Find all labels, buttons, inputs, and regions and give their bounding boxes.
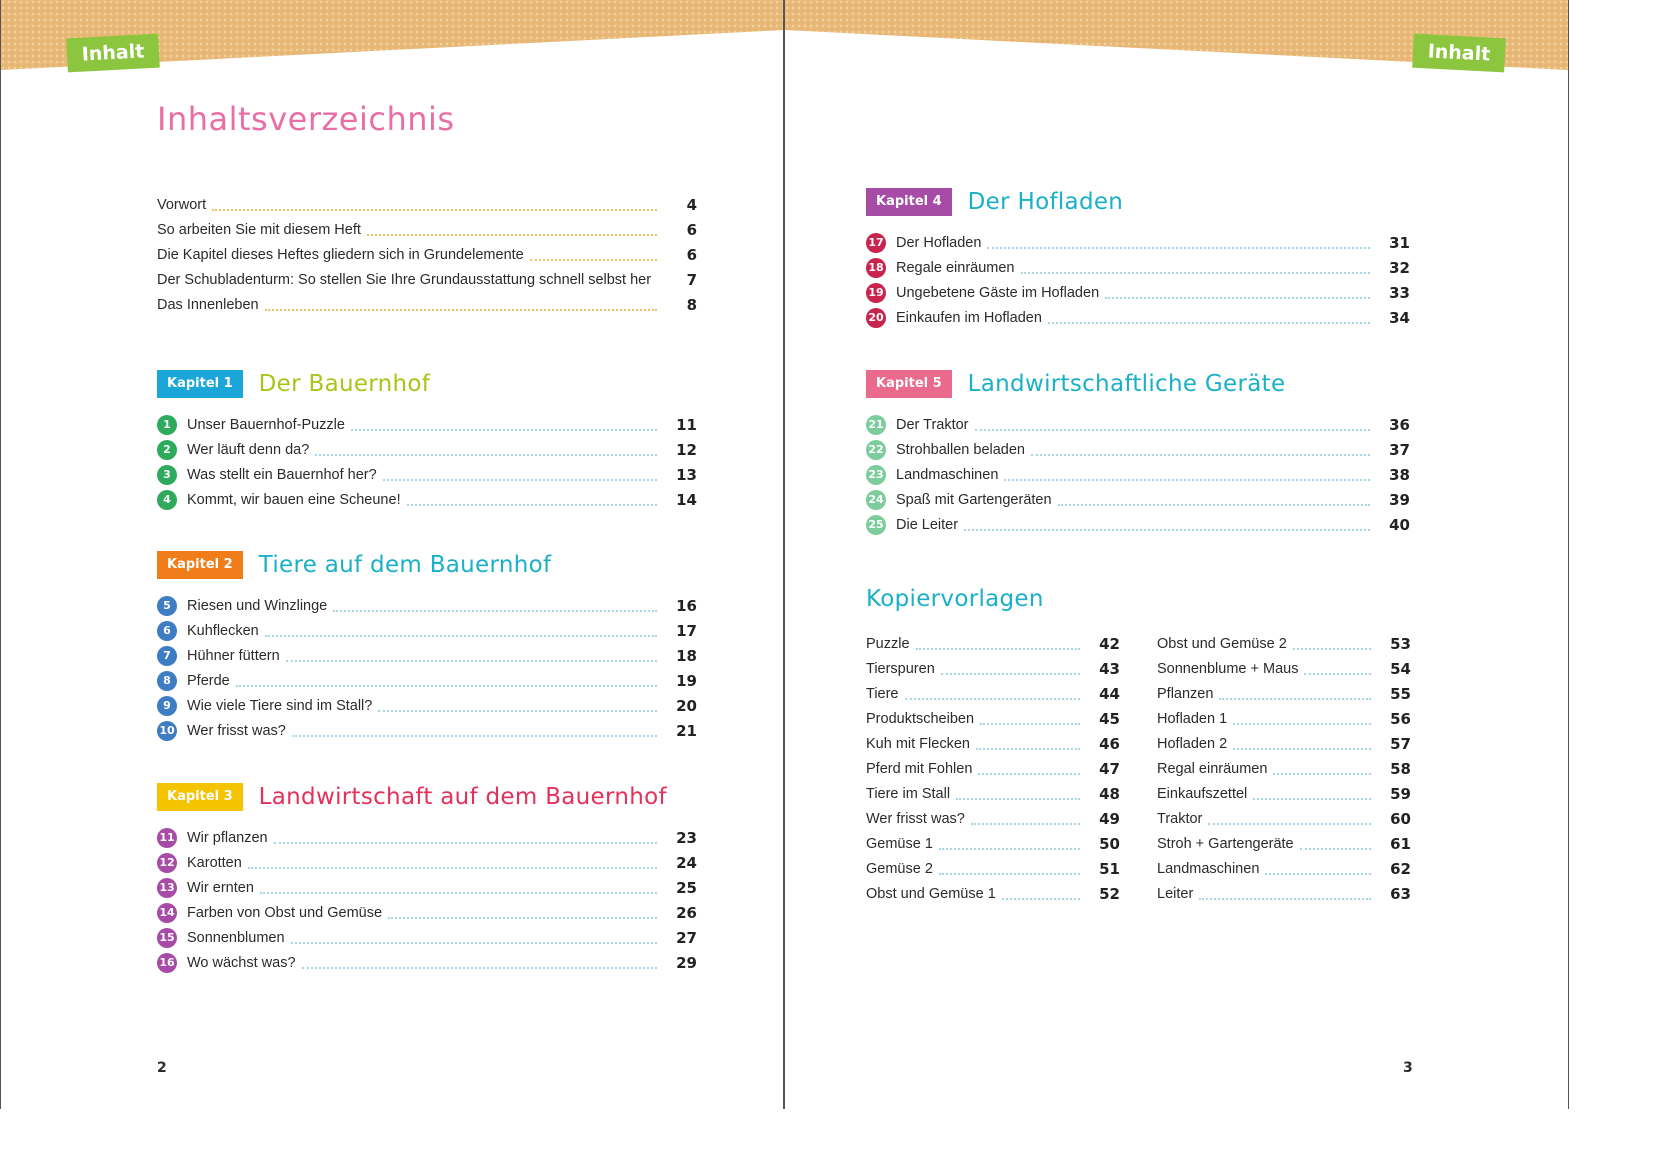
toc-entry[interactable] <box>1157 856 1411 881</box>
toc-entry[interactable] <box>157 242 697 267</box>
entry-page-number: 45 <box>1099 709 1120 728</box>
toc-entry[interactable] <box>157 900 697 925</box>
toc-entry[interactable] <box>157 292 697 317</box>
chapter-badge: Kapitel 4 <box>866 188 952 216</box>
chapter-heading <box>157 551 551 579</box>
entry-page-number: 19 <box>676 671 697 690</box>
dot-leader <box>212 209 657 211</box>
toc-entry[interactable] <box>1157 656 1411 681</box>
entry-page-number: 38 <box>1389 465 1410 484</box>
toc-entry[interactable] <box>866 706 1120 731</box>
entry-label: Wer frisst was? <box>866 810 965 827</box>
toc-entry[interactable] <box>157 412 697 437</box>
toc-entry[interactable] <box>866 831 1120 856</box>
dot-leader <box>1253 798 1371 800</box>
toc-entry[interactable] <box>866 756 1120 781</box>
entry-label: Stroh + Gartengeräte <box>1157 835 1294 852</box>
entry-page-number: 18 <box>676 646 697 665</box>
entry-label: Ungebetene Gäste im Hofladen <box>896 284 1100 301</box>
entry-page-number: 6 <box>686 220 697 239</box>
toc-entry[interactable] <box>157 718 697 743</box>
entry-number-badge: 21 <box>866 415 886 435</box>
entry-label: Wer läuft denn da? <box>187 441 310 458</box>
entry-number-badge: 13 <box>157 878 177 898</box>
toc-entry[interactable] <box>866 856 1120 881</box>
dot-leader <box>1233 723 1371 725</box>
toc-entry[interactable] <box>866 731 1120 756</box>
dot-leader <box>916 648 1080 650</box>
dot-leader <box>939 873 1080 875</box>
entry-page-number: 20 <box>676 696 697 715</box>
entry-label: Einkaufszettel <box>1157 785 1248 802</box>
entry-number-badge: 24 <box>866 490 886 510</box>
dot-leader <box>1105 297 1370 299</box>
entry-page-number: 49 <box>1099 809 1120 828</box>
entry-page-number: 31 <box>1389 233 1410 252</box>
toc-entry[interactable] <box>1157 731 1411 756</box>
entry-page-number: 47 <box>1099 759 1120 778</box>
dot-leader <box>388 917 657 919</box>
dot-leader <box>1265 873 1371 875</box>
toc-entry[interactable] <box>1157 781 1411 806</box>
entry-label: Die Kapitel dieses Heftes gliedern sich in Grundelemente <box>157 246 524 263</box>
entry-number-badge: 14 <box>157 903 177 923</box>
toc-entry[interactable] <box>866 412 1410 437</box>
entry-label: Der Hofladen <box>896 234 982 251</box>
chapter-heading <box>866 370 1285 398</box>
entry-label: Pferde <box>187 672 230 689</box>
chapter-title: Tiere auf dem Bauernhof <box>258 552 552 578</box>
entry-label: Wir ernten <box>187 879 254 896</box>
entry-number-badge: 23 <box>866 465 886 485</box>
entry-label: Kuh mit Flecken <box>866 735 970 752</box>
entry-label: Pferd mit Fohlen <box>866 760 973 777</box>
entry-label: Was stellt ein Bauernhof her? <box>187 466 377 483</box>
dot-leader <box>987 247 1370 249</box>
entry-label: Tiere <box>866 685 899 702</box>
entry-page-number: 48 <box>1099 784 1120 803</box>
entry-page-number: 57 <box>1390 734 1411 753</box>
entry-page-number: 58 <box>1390 759 1411 778</box>
toc-entry[interactable] <box>1157 756 1411 781</box>
dot-leader <box>1293 648 1371 650</box>
entry-label: Farben von Obst und Gemüse <box>187 904 383 921</box>
entry-label: Wir pflanzen <box>187 829 268 846</box>
entry-page-number: 27 <box>676 928 697 947</box>
page-number: 3 <box>1403 1060 1413 1076</box>
entry-page-number: 16 <box>676 596 697 615</box>
dot-leader <box>1233 748 1371 750</box>
chapter-title: Der Hofladen <box>967 189 1124 215</box>
kopiervorlagen-title: Kopiervorlagen <box>866 586 1044 612</box>
dot-leader <box>315 454 657 456</box>
entry-number-badge: 4 <box>157 490 177 510</box>
toc-entry[interactable] <box>157 850 697 875</box>
toc-entry[interactable] <box>157 693 697 718</box>
dot-leader <box>1002 898 1080 900</box>
entry-page-number: 24 <box>676 853 697 872</box>
entry-page-number: 32 <box>1389 258 1410 277</box>
entry-label: Der Traktor <box>896 416 969 433</box>
entry-label: Wer frisst was? <box>187 722 286 739</box>
dot-leader <box>1300 848 1371 850</box>
chapter-badge: Kapitel 1 <box>157 370 243 398</box>
entry-page-number: 21 <box>676 721 697 740</box>
toc-entry[interactable] <box>157 925 697 950</box>
dot-leader <box>1273 773 1371 775</box>
entry-number-badge: 19 <box>866 283 886 303</box>
dot-leader <box>378 710 657 712</box>
toc-entry[interactable] <box>866 305 1410 330</box>
entry-number-badge: 8 <box>157 671 177 691</box>
entry-page-number: 60 <box>1390 809 1411 828</box>
dot-leader <box>1048 322 1370 324</box>
entry-label: Sonnenblumen <box>187 929 285 946</box>
entry-label: So arbeiten Sie mit diesem Heft <box>157 221 361 238</box>
toc-entry[interactable] <box>157 643 697 668</box>
entry-label: Vorwort <box>157 196 207 213</box>
toc-entry[interactable] <box>866 631 1120 656</box>
dot-leader <box>964 529 1370 531</box>
entry-page-number: 51 <box>1099 859 1120 878</box>
toc-entry[interactable] <box>866 681 1120 706</box>
toc-entry[interactable] <box>157 462 697 487</box>
entry-number-badge: 3 <box>157 465 177 485</box>
entry-number-badge: 18 <box>866 258 886 278</box>
entry-label: Kuhflecken <box>187 622 259 639</box>
entry-number-badge: 25 <box>866 515 886 535</box>
entry-page-number: 6 <box>686 245 697 264</box>
entry-page-number: 4 <box>686 195 697 214</box>
entry-page-number: 11 <box>676 415 697 434</box>
dot-leader <box>333 610 657 612</box>
entry-label: Regale einräumen <box>896 259 1015 276</box>
chapter-title: Landwirtschaftliche Geräte <box>967 371 1286 397</box>
entry-number-badge: 22 <box>866 440 886 460</box>
entry-page-number: 55 <box>1390 684 1411 703</box>
toc-entry[interactable] <box>866 487 1410 512</box>
dot-leader <box>291 942 657 944</box>
entry-label: Puzzle <box>866 635 910 652</box>
entry-page-number: 40 <box>1389 515 1410 534</box>
entry-number-badge: 11 <box>157 828 177 848</box>
entry-page-number: 54 <box>1390 659 1411 678</box>
dot-leader <box>265 309 657 311</box>
chapter-title: Landwirtschaft auf dem Bauernhof <box>258 784 667 810</box>
chapter-badge: Kapitel 3 <box>157 783 243 811</box>
dot-leader <box>1208 823 1371 825</box>
entry-number-badge: 7 <box>157 646 177 666</box>
entry-label: Obst und Gemüse 1 <box>866 885 996 902</box>
entry-label: Hofladen 1 <box>1157 710 1228 727</box>
entry-page-number: 37 <box>1389 440 1410 459</box>
entry-number-badge: 9 <box>157 696 177 716</box>
dot-leader <box>383 479 657 481</box>
dot-leader <box>905 698 1081 700</box>
entry-page-number: 44 <box>1099 684 1120 703</box>
entry-page-number: 61 <box>1390 834 1411 853</box>
dot-leader <box>265 635 657 637</box>
entry-label: Pflanzen <box>1157 685 1214 702</box>
entry-label: Wie viele Tiere sind im Stall? <box>187 697 373 714</box>
dot-leader <box>302 967 657 969</box>
entry-label: Obst und Gemüse 2 <box>1157 635 1287 652</box>
entry-number-badge: 16 <box>157 953 177 973</box>
entry-number-badge: 15 <box>157 928 177 948</box>
entry-label: Riesen und Winzlinge <box>187 597 328 614</box>
section-tab: Inhalt <box>1412 34 1506 73</box>
entry-number-badge: 12 <box>157 853 177 873</box>
entry-label: Tierspuren <box>866 660 935 677</box>
entry-page-number: 56 <box>1390 709 1411 728</box>
entry-page-number: 62 <box>1390 859 1411 878</box>
dot-leader <box>939 848 1080 850</box>
entry-label: Hofladen 2 <box>1157 735 1228 752</box>
entry-page-number: 43 <box>1099 659 1120 678</box>
toc-entry[interactable] <box>157 668 697 693</box>
entry-label: Sonnenblume + Maus <box>1157 660 1299 677</box>
right-page <box>785 0 1569 1109</box>
dot-leader <box>367 234 657 236</box>
dot-leader <box>980 723 1080 725</box>
toc-entry[interactable] <box>157 950 697 975</box>
toc-entry[interactable] <box>866 781 1120 806</box>
entry-label: Die Leiter <box>896 516 959 533</box>
entry-number-badge: 1 <box>157 415 177 435</box>
toc-entry[interactable] <box>1157 706 1411 731</box>
dot-leader <box>530 259 657 261</box>
entry-page-number: 34 <box>1389 308 1410 327</box>
toc-entry[interactable] <box>157 267 697 292</box>
entry-page-number: 7 <box>686 270 698 289</box>
toc-entry[interactable] <box>157 192 697 217</box>
toc-entry[interactable] <box>866 656 1120 681</box>
toc-entry[interactable] <box>866 230 1410 255</box>
toc-entry[interactable] <box>1157 681 1411 706</box>
toc-entry[interactable] <box>866 280 1410 305</box>
chapter-heading <box>157 370 430 398</box>
entry-label: Spaß mit Gartengeräten <box>896 491 1052 508</box>
toc-entry[interactable] <box>157 618 697 643</box>
entry-number-badge: 2 <box>157 440 177 460</box>
entry-page-number: 36 <box>1389 415 1410 434</box>
dot-leader <box>976 748 1080 750</box>
entry-label: Kommt, wir bauen eine Scheune! <box>187 491 401 508</box>
chapter-badge: Kapitel 2 <box>157 551 243 579</box>
toc-entry[interactable] <box>866 462 1410 487</box>
toc-entry[interactable] <box>157 217 697 242</box>
entry-page-number: 42 <box>1099 634 1120 653</box>
entry-page-number: 46 <box>1099 734 1120 753</box>
entry-label: Strohballen beladen <box>896 441 1025 458</box>
entry-number-badge: 17 <box>866 233 886 253</box>
entry-page-number: 39 <box>1389 490 1410 509</box>
page-number: 2 <box>157 1060 167 1076</box>
dot-leader <box>248 867 657 869</box>
entry-page-number: 33 <box>1389 283 1410 302</box>
toc-entry[interactable] <box>157 875 697 900</box>
dot-leader <box>292 735 657 737</box>
page-title: Inhaltsverzeichnis <box>157 100 455 138</box>
entry-page-number: 25 <box>676 878 697 897</box>
chapter-heading <box>866 188 1123 216</box>
entry-page-number: 14 <box>676 490 697 509</box>
dot-leader <box>1004 479 1370 481</box>
toc-entry[interactable] <box>157 825 697 850</box>
entry-number-badge: 10 <box>157 721 177 741</box>
toc-entry[interactable] <box>866 881 1120 906</box>
toc-entry[interactable] <box>1157 806 1411 831</box>
entry-label: Der Schubladenturm: So stellen Sie Ihre Grundausstattung schnell selbst her <box>157 271 652 288</box>
entry-label: Traktor <box>1157 810 1203 827</box>
entry-page-number: 63 <box>1390 884 1411 903</box>
entry-label: Landmaschinen <box>896 466 999 483</box>
entry-page-number: 12 <box>676 440 697 459</box>
entry-label: Das Innenleben <box>157 296 259 313</box>
toc-entry[interactable] <box>1157 881 1411 906</box>
dot-leader <box>1021 272 1371 274</box>
entry-label: Unser Bauernhof-Puzzle <box>187 416 345 433</box>
dot-leader <box>236 685 657 687</box>
dot-leader <box>286 660 657 662</box>
toc-entry[interactable] <box>1157 631 1411 656</box>
toc-entry[interactable] <box>866 437 1410 462</box>
dot-leader <box>941 673 1080 675</box>
dot-leader <box>1058 504 1370 506</box>
entry-page-number: 23 <box>676 828 697 847</box>
entry-page-number: 50 <box>1099 834 1120 853</box>
dot-leader <box>975 429 1370 431</box>
entry-label: Gemüse 2 <box>866 860 933 877</box>
entry-page-number: 53 <box>1390 634 1411 653</box>
entry-label: Leiter <box>1157 885 1194 902</box>
entry-label: Landmaschinen <box>1157 860 1260 877</box>
entry-label: Tiere im Stall <box>866 785 951 802</box>
entry-label: Hühner füttern <box>187 647 280 664</box>
toc-entry[interactable] <box>157 593 697 618</box>
entry-page-number: 8 <box>686 295 697 314</box>
left-page <box>0 0 784 1109</box>
dot-leader <box>1219 698 1371 700</box>
dot-leader <box>260 892 657 894</box>
toc-entry[interactable] <box>1157 831 1411 856</box>
chapter-title: Der Bauernhof <box>258 371 431 397</box>
entry-label: Einkaufen im Hofladen <box>896 309 1042 326</box>
toc-entry[interactable] <box>866 806 1120 831</box>
entry-label: Produktscheiben <box>866 710 975 727</box>
dot-leader <box>351 429 657 431</box>
chapter-heading <box>157 783 667 811</box>
entry-page-number: 26 <box>676 903 697 922</box>
toc-entry[interactable] <box>157 437 697 462</box>
section-tab: Inhalt <box>66 34 160 73</box>
toc-entry[interactable] <box>866 512 1410 537</box>
entry-page-number: 13 <box>676 465 697 484</box>
entry-label: Gemüse 1 <box>866 835 933 852</box>
entry-page-number: 59 <box>1390 784 1411 803</box>
entry-number-badge: 5 <box>157 596 177 616</box>
dot-leader <box>971 823 1080 825</box>
dot-leader <box>274 842 657 844</box>
dot-leader <box>956 798 1080 800</box>
entry-page-number: 52 <box>1099 884 1120 903</box>
entry-number-badge: 20 <box>866 308 886 328</box>
entry-page-number: 29 <box>676 953 697 972</box>
chapter-badge: Kapitel 5 <box>866 370 952 398</box>
dot-leader <box>407 504 657 506</box>
entry-page-number: 17 <box>676 621 697 640</box>
entry-label: Karotten <box>187 854 242 871</box>
dot-leader <box>1199 898 1371 900</box>
toc-entry[interactable] <box>866 255 1410 280</box>
dot-leader <box>1304 673 1371 675</box>
entry-label: Regal einräumen <box>1157 760 1268 777</box>
entry-number-badge: 6 <box>157 621 177 641</box>
dot-leader <box>978 773 1080 775</box>
entry-label: Wo wächst was? <box>187 954 296 971</box>
dot-leader <box>1031 454 1370 456</box>
toc-entry[interactable] <box>157 487 697 512</box>
